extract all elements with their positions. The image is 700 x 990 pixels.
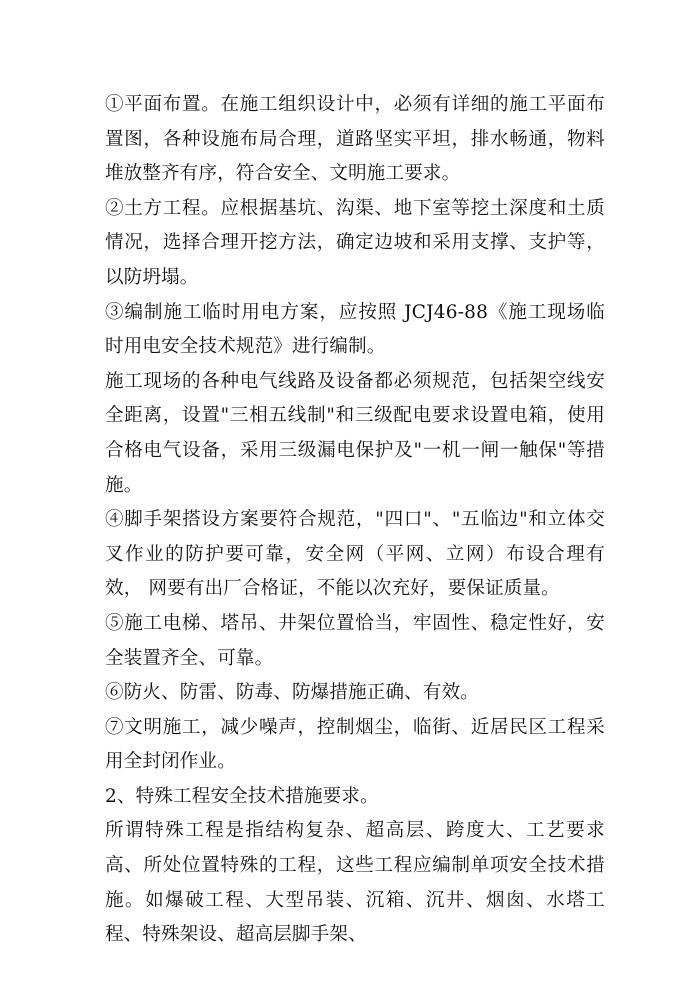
paragraph-fire-protection: ⑥防火、防雷、防毒、防爆措施正确、有效。 [105, 682, 480, 704]
paragraph-elevator-crane: ⑤施工电梯、塔吊、井架位置恰当，牢固性、稳定性好，安全装置齐全、可靠。 [105, 612, 605, 669]
paragraph-scaffolding: ④脚手架搭设方案要符合规范，"四口"、"五临边"和立体交叉作业的防护要可靠，安全网（平网、立网）布设合理有效， 网要有出厂合格证，不能以次充好，要保证质量。 [105, 509, 605, 600]
section-heading-special-works: 2、特殊工程安全技术措施要求。 [105, 785, 379, 807]
paragraph-temporary-power-plan: ③编制施工临时用电方案，应按照 JCJ46-88《施工现场临时用电安全技术规范》进行编制。 [105, 301, 605, 358]
paragraph-site-layout: ①平面布置。在施工组织设计中，必须有详细的施工平面布置图，各种设施布局合理，道路坚实平坦，排水畅通，物料堆放整齐有序，符合安全、文明施工要求。 [105, 94, 605, 185]
paragraph-civilized-construction: ⑦文明施工，减少噪声，控制烟尘，临街、近居民区工程采用全封闭作业。 [105, 716, 605, 773]
paragraph-earthwork: ②土方工程。应根据基坑、沟渠、地下室等挖土深度和土质情况，选择合理开挖方法，确定边坡和采用支撑、支护等，以防坍塌。 [105, 197, 605, 288]
document-body [105, 88, 605, 953]
paragraph-special-works: 所谓特殊工程是指结构复杂、超高层、跨度大、工艺要求高、所处位置特殊的工程，这些工程应编制单项安全技术措施。如爆破工程、大型吊装、沉箱、沉井、烟囱、水塔工程、特殊架设、超高层脚手架、 [105, 820, 605, 946]
paragraph-electrical-lines: 施工现场的各种电气线路及设备都必须规范，包括架空线安全距离，设置"三相五线制"和三级配电要求设置电箱，使用合格电气设备，采用三级漏电保护及"一机一闸一触保"等措施。 [105, 370, 605, 496]
